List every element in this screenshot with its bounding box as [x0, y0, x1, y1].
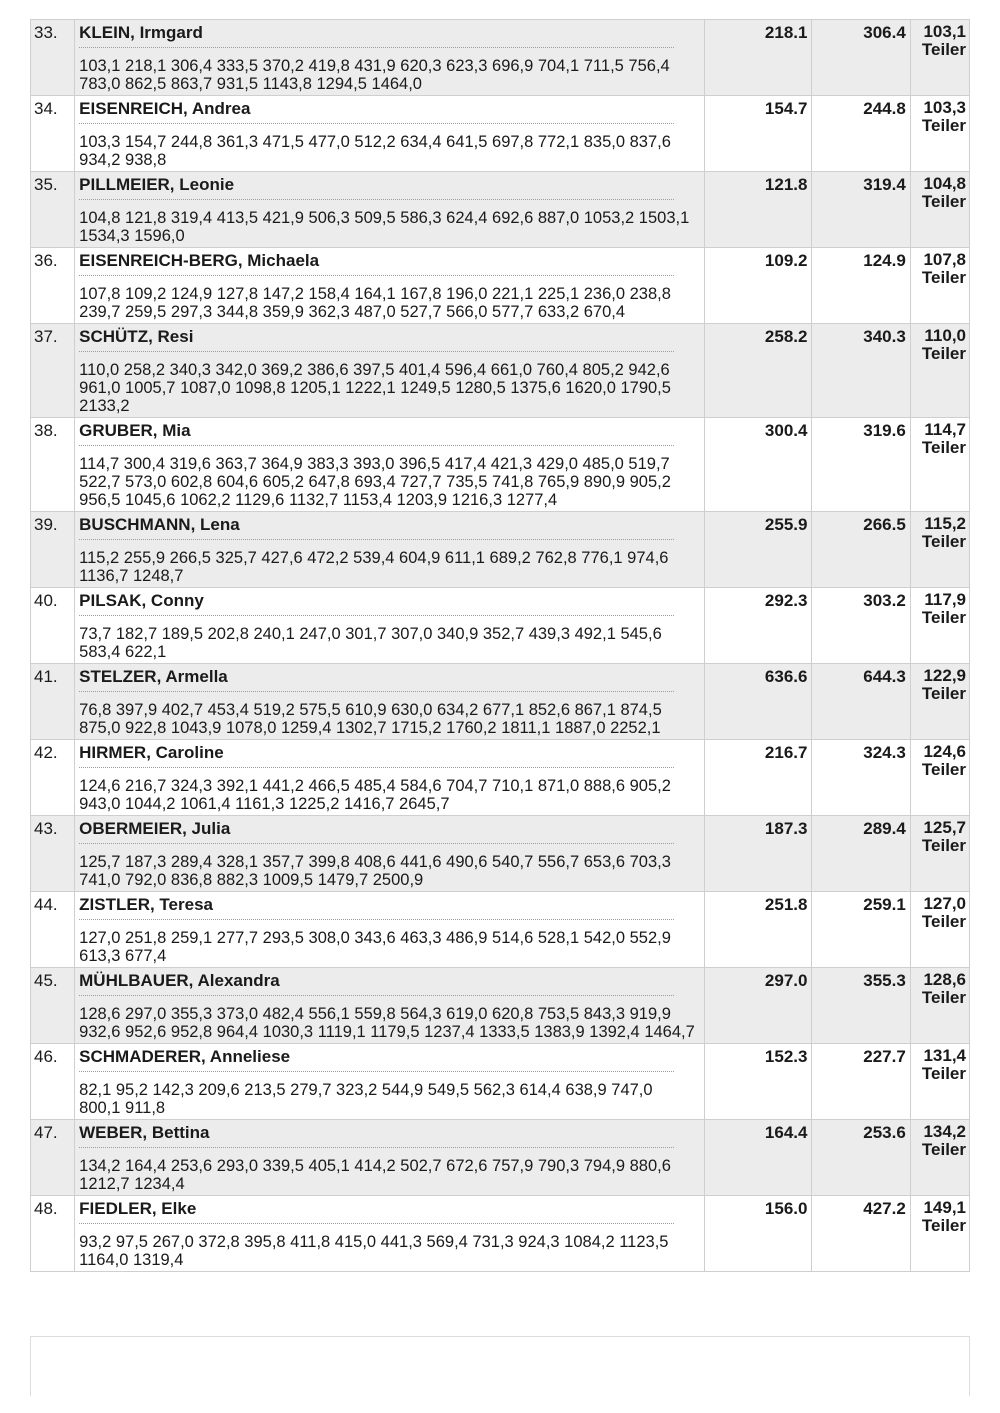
participant-cell [75, 968, 705, 1044]
best-teiler-value: 124,6 [923, 742, 966, 761]
teiler-unit-label: Teiler [921, 1216, 966, 1235]
best-teiler-cell [910, 512, 969, 588]
value-1: 164.4 [705, 1120, 812, 1196]
teiler-unit-label: Teiler [921, 684, 966, 703]
participant-name: MÜHLBAUER, Alexandra [79, 971, 280, 990]
table-row [31, 96, 970, 172]
participant-name: PILLMEIER, Leonie [79, 175, 235, 194]
best-teiler-cell [910, 96, 969, 172]
rank: 47. [31, 1120, 75, 1196]
table-row [31, 512, 970, 588]
value-2: 355.3 [812, 968, 910, 1044]
table-row [31, 1196, 970, 1272]
value-1: 297.0 [705, 968, 812, 1044]
table-row [31, 968, 970, 1044]
results-table [30, 19, 970, 1272]
value-1: 156.0 [705, 1196, 812, 1272]
rank: 45. [31, 968, 75, 1044]
participant-name: ZISTLER, Teresa [79, 895, 213, 914]
participant-name: STELZER, Armella [79, 667, 228, 686]
best-teiler-cell [910, 1196, 969, 1272]
rank: 43. [31, 816, 75, 892]
table-row [31, 1044, 970, 1120]
value-2: 324.3 [812, 740, 910, 816]
best-teiler-cell [910, 968, 969, 1044]
participant-name: BUSCHMANN, Lena [79, 515, 240, 534]
shot-series: 73,7 182,7 189,5 202,8 240,1 247,0 301,7 307,0 340,9 352,7 439,3 492,1 545,6 583,4 622,1 [79, 625, 662, 661]
value-2: 244.8 [812, 96, 910, 172]
participant-cell [75, 96, 705, 172]
participant-cell [75, 20, 705, 96]
participant-cell [75, 324, 705, 418]
best-teiler-value: 125,7 [923, 818, 966, 837]
participant-name: WEBER, Bettina [79, 1123, 210, 1142]
shot-series: 127,0 251,8 259,1 277,7 293,5 308,0 343,6 463,3 486,9 514,6 528,1 542,0 552,9 613,3 677,4 [79, 929, 671, 965]
best-teiler-value: 122,9 [923, 666, 966, 685]
participant-name: KLEIN, Irmgard [79, 23, 203, 42]
value-1: 258.2 [705, 324, 812, 418]
teiler-unit-label: Teiler [921, 344, 966, 363]
teiler-unit-label: Teiler [921, 40, 966, 59]
shot-series: 115,2 255,9 266,5 325,7 427,6 472,2 539,4 604,9 611,1 689,2 762,8 776,1 974,6 1136,7 1248,7 [79, 549, 669, 585]
value-2: 266.5 [812, 512, 910, 588]
participant-cell [75, 664, 705, 740]
shot-series: 114,7 300,4 319,6 363,7 364,9 383,3 393,0 396,5 417,4 421,3 429,0 485,0 519,7 522,7 573,0 602,8 604,6 605,2 647,8 693,4 727,7 735,5 741,8 765,9 890,9 905,2 956,5 1045,6 1062,2 1129,6 1132,7 1153,4 1203,9 1216,3 1277,4 [79, 455, 671, 509]
table-row [31, 1120, 970, 1196]
value-1: 187.3 [705, 816, 812, 892]
rank: 38. [31, 418, 75, 512]
table-row [31, 740, 970, 816]
value-2: 319.4 [812, 172, 910, 248]
value-2: 644.3 [812, 664, 910, 740]
participant-name: HIRMER, Caroline [79, 743, 224, 762]
value-1: 109.2 [705, 248, 812, 324]
participant-cell [75, 892, 705, 968]
rank: 46. [31, 1044, 75, 1120]
rank: 35. [31, 172, 75, 248]
best-teiler-value: 134,2 [923, 1122, 966, 1141]
shot-series: 103,3 154,7 244,8 361,3 471,5 477,0 512,2 634,4 641,5 697,8 772,1 835,0 837,6 934,2 938,8 [79, 133, 671, 169]
best-teiler-cell [910, 418, 969, 512]
shot-series: 128,6 297,0 355,3 373,0 482,4 556,1 559,8 564,3 619,0 620,8 753,5 843,3 919,9 932,6 952,6 952,8 964,4 1030,3 1119,1 1179,5 1237,4 1333,5 1383,9 1392,4 1464,7 [79, 1005, 695, 1041]
best-teiler-value: 131,4 [923, 1046, 966, 1065]
value-2: 259.1 [812, 892, 910, 968]
value-1: 218.1 [705, 20, 812, 96]
teiler-unit-label: Teiler [921, 192, 966, 211]
best-teiler-value: 127,0 [923, 894, 966, 913]
participant-cell [75, 588, 705, 664]
participant-name: EISENREICH, Andrea [79, 99, 251, 118]
shot-series: 82,1 95,2 142,3 209,6 213,5 279,7 323,2 544,9 549,5 562,3 614,4 638,9 747,0 800,1 911,8 [79, 1081, 653, 1117]
value-1: 154.7 [705, 96, 812, 172]
best-teiler-cell [910, 892, 969, 968]
best-teiler-value: 110,0 [924, 326, 966, 345]
best-teiler-cell [910, 1044, 969, 1120]
shot-series: 93,2 97,5 267,0 372,8 395,8 411,8 415,0 441,3 569,4 731,3 924,3 1084,2 1123,5 1164,0 1319,4 [79, 1233, 669, 1269]
rank: 34. [31, 96, 75, 172]
value-1: 300.4 [705, 418, 812, 512]
table-row [31, 20, 970, 96]
participant-name: PILSAK, Conny [79, 591, 204, 610]
shot-series: 107,8 109,2 124,9 127,8 147,2 158,4 164,1 167,8 196,0 221,1 225,1 236,0 238,8 239,7 259,5 297,3 344,8 359,9 362,3 487,0 527,7 566,0 577,7 633,2 670,4 [79, 285, 671, 321]
rank: 37. [31, 324, 75, 418]
participant-cell [75, 512, 705, 588]
best-teiler-value: 149,1 [923, 1198, 966, 1217]
best-teiler-value: 107,8 [923, 250, 966, 269]
participant-cell [75, 248, 705, 324]
table-row [31, 418, 970, 512]
results-body [31, 20, 970, 1272]
best-teiler-cell [910, 664, 969, 740]
value-1: 255.9 [705, 512, 812, 588]
value-2: 319.6 [812, 418, 910, 512]
value-1: 121.8 [705, 172, 812, 248]
teiler-unit-label: Teiler [921, 988, 966, 1007]
participant-name: SCHMADERER, Anneliese [79, 1047, 291, 1066]
participant-cell [75, 1196, 705, 1272]
value-2: 303.2 [812, 588, 910, 664]
shot-series: 124,6 216,7 324,3 392,1 441,2 466,5 485,4 584,6 704,7 710,1 871,0 888,6 905,2 943,0 1044,2 1061,4 1161,3 1225,2 1416,7 2645,7 [79, 777, 671, 813]
best-teiler-value: 128,6 [923, 970, 966, 989]
empty-table-footer [30, 1336, 970, 1396]
value-2: 306.4 [812, 20, 910, 96]
rank: 36. [31, 248, 75, 324]
rank: 40. [31, 588, 75, 664]
best-teiler-cell [910, 740, 969, 816]
participant-cell [75, 172, 705, 248]
rank: 41. [31, 664, 75, 740]
teiler-unit-label: Teiler [921, 608, 966, 627]
shot-series: 104,8 121,8 319,4 413,5 421,9 506,3 509,5 586,3 624,4 692,6 887,0 1053,2 1503,1 1534,3 1596,0 [79, 209, 690, 245]
shot-series: 125,7 187,3 289,4 328,1 357,7 399,8 408,6 441,6 490,6 540,7 556,7 653,6 703,3 741,0 792,0 836,8 882,3 1009,5 1479,7 2500,9 [79, 853, 671, 889]
teiler-unit-label: Teiler [921, 912, 966, 931]
rank: 42. [31, 740, 75, 816]
participant-name: OBERMEIER, Julia [79, 819, 231, 838]
best-teiler-value: 104,8 [923, 174, 966, 193]
best-teiler-cell [910, 324, 969, 418]
value-1: 216.7 [705, 740, 812, 816]
teiler-unit-label: Teiler [921, 760, 966, 779]
best-teiler-value: 117,9 [924, 590, 966, 609]
best-teiler-value: 103,3 [923, 98, 966, 117]
table-row [31, 664, 970, 740]
rank: 44. [31, 892, 75, 968]
participant-cell [75, 1120, 705, 1196]
value-2: 253.6 [812, 1120, 910, 1196]
table-row [31, 816, 970, 892]
value-2: 227.7 [812, 1044, 910, 1120]
value-2: 289.4 [812, 816, 910, 892]
teiler-unit-label: Teiler [921, 438, 966, 457]
participant-cell [75, 418, 705, 512]
best-teiler-value: 115,2 [924, 514, 966, 533]
teiler-unit-label: Teiler [921, 116, 966, 135]
rank: 48. [31, 1196, 75, 1272]
value-1: 251.8 [705, 892, 812, 968]
participant-name: SCHÜTZ, Resi [79, 327, 194, 346]
participant-cell [75, 740, 705, 816]
participant-name: FIEDLER, Elke [79, 1199, 197, 1218]
best-teiler-cell [910, 816, 969, 892]
table-row [31, 892, 970, 968]
shot-series: 134,2 164,4 253,6 293,0 339,5 405,1 414,2 502,7 672,6 757,9 790,3 794,9 880,6 1212,7 1234,4 [79, 1157, 671, 1193]
participant-cell [75, 1044, 705, 1120]
best-teiler-cell [910, 20, 969, 96]
participant-name: GRUBER, Mia [79, 421, 191, 440]
shot-series: 103,1 218,1 306,4 333,5 370,2 419,8 431,9 620,3 623,3 696,9 704,1 711,5 756,4 783,0 862,5 863,7 931,5 1143,8 1294,5 1464,0 [79, 57, 670, 93]
teiler-unit-label: Teiler [921, 1064, 966, 1083]
best-teiler-cell [910, 1120, 969, 1196]
table-row [31, 588, 970, 664]
table-row [31, 172, 970, 248]
value-2: 340.3 [812, 324, 910, 418]
best-teiler-cell [910, 588, 969, 664]
best-teiler-cell [910, 172, 969, 248]
rank: 33. [31, 20, 75, 96]
best-teiler-cell [910, 248, 969, 324]
value-2: 124.9 [812, 248, 910, 324]
value-1: 636.6 [705, 664, 812, 740]
participant-name: EISENREICH-BERG, Michaela [79, 251, 320, 270]
shot-series: 76,8 397,9 402,7 453,4 519,2 575,5 610,9 630,0 634,2 677,1 852,6 867,1 874,5 875,0 922,8 1043,9 1078,0 1259,4 1302,7 1715,2 1760,2 1811,1 1887,0 2252,1 [79, 701, 662, 737]
rank: 39. [31, 512, 75, 588]
value-1: 152.3 [705, 1044, 812, 1120]
teiler-unit-label: Teiler [921, 532, 966, 551]
shot-series: 110,0 258,2 340,3 342,0 369,2 386,6 397,5 401,4 596,4 661,0 760,4 805,2 942,6 961,0 1005,7 1087,0 1098,8 1205,1 1222,1 1249,5 1280,5 1375,6 1620,0 1790,5 2133,2 [79, 361, 671, 415]
table-row [31, 324, 970, 418]
teiler-unit-label: Teiler [921, 836, 966, 855]
best-teiler-value: 114,7 [924, 420, 966, 439]
value-1: 292.3 [705, 588, 812, 664]
best-teiler-value: 103,1 [923, 22, 966, 41]
participant-cell [75, 816, 705, 892]
table-row [31, 248, 970, 324]
value-2: 427.2 [812, 1196, 910, 1272]
teiler-unit-label: Teiler [921, 268, 966, 287]
teiler-unit-label: Teiler [921, 1140, 966, 1159]
